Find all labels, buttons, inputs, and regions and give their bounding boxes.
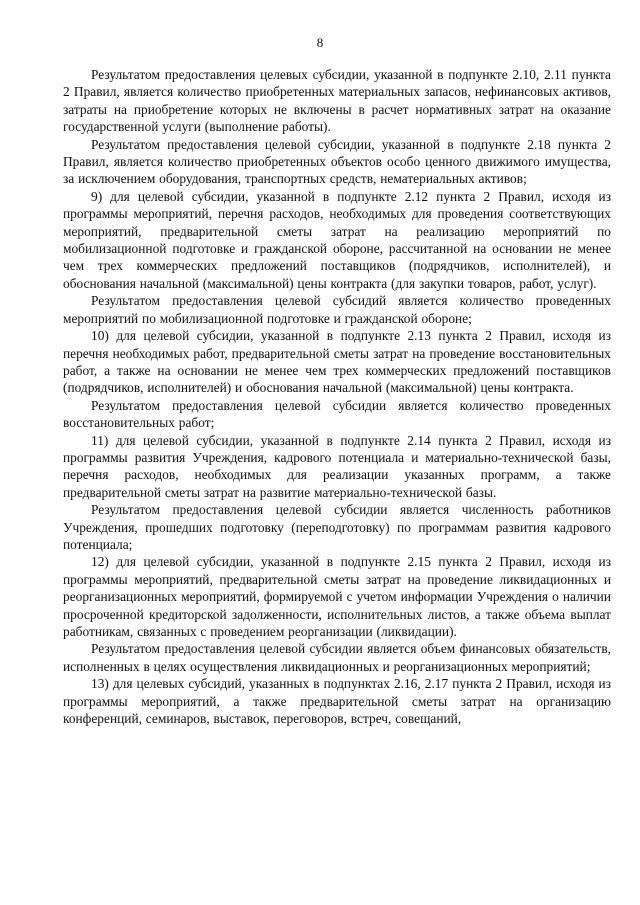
paragraph-result-subsidy-2-18: Результатом предоставления целевой субсидии, указанной в подпункте 2.18 пункта 2 Правил, является количество приобретенных объектов особо ценного движимого имущества, за исключением оборудования, транспортных средств, нематериальных активов; [63, 136, 611, 187]
paragraph-item-10: 10) для целевой субсидии, указанной в подпункте 2.13 пункта 2 Правил, исходя из перечня необходимых работ, предварительной сметы затрат на проведение восстановительных работ, а также на основании не менее чем трех коммерческих предложений поставщиков (подрядчиков, исполнителей) и обоснования начальной (максимальной) цены контракта. [63, 328, 611, 396]
paragraph-result-item-9: Результатом предоставления целевой субсидий является количество проведенных мероприятий по мобилизационной подготовке и гражданской обороне; [63, 293, 611, 326]
paragraph-result-item-10: Результатом предоставления целевой субсидии является количество проведенных восстановительных работ; [63, 397, 611, 431]
paragraph-item-11: 11) для целевой субсидии, указанной в подпункте 2.14 пункта 2 Правил, исходя из программы развития Учреждения, кадрового потенциала и материально-технической базы, перечня расходов, необходимых для реализации указанных программ, а также предварительной сметы затрат на развитие материально-технической базы. [63, 432, 611, 500]
paragraph-result-subsidy-2-10: Результатом предоставления целевых субсидии, указанной в подпункте 2.10, 2.11 пункта 2 Правил, является количество приобретенных материальных запасов, нефинансовых активов, затраты на приобретение которых не включены в расчет нормативных затрат на оказание государственной услуги (выполнение работы). [63, 67, 611, 135]
paragraph-item-12: 12) для целевой субсидии, указанной в подпункте 2.15 пункта 2 Правил, исходя из программы мероприятий, предварительной сметы затрат на проведение ликвидационных и реорганизационных мероприятий, формируемой с учетом информации Учреждения о наличии просроченной кредиторской задолженности, исполнительных листов, а также объема выплат работникам, связанных с проведением реорганизации (ликвидации). [63, 554, 611, 639]
page-number: 8 [316, 35, 324, 50]
document-body [63, 66, 611, 727]
paragraph-result-item-12: Результатом предоставления целевой субсидии является объем финансовых обязательств, исполненных в целях осуществления ликвидационных и реорганизационных мероприятий; [63, 641, 611, 674]
paragraph-result-item-11: Результатом предоставления целевой субсидии является численность работников Учреждения, прошедших подготовку (переподготовку) по программам развития кадрового потенциала; [63, 502, 611, 552]
paragraph-item-13: 13) для целевых субсидий, указанных в подпунктах 2.16, 2.17 пункта 2 Правил, исходя из программы мероприятий, а также предварительной сметы затрат на организацию конференций, семинаров, выставок, переговоров, встреч, совещаний, [63, 676, 611, 727]
paragraph-item-9: 9) для целевой субсидии, указанной в подпункте 2.12 пункта 2 Правил, исходя из программы мероприятий, перечня расходов, необходимых для проведения соответствующих мероприятий, предварительной сметы затрат на реализацию мероприятий по мобилизационной подготовке и гражданской обороне, рассчитанной на основании не менее чем трех коммерческих предложений поставщиков (подрядчиков, исполнителей), и обоснования начальной (максимальной) цены контракта (для закупки товаров, работ, услуг). [63, 188, 611, 291]
